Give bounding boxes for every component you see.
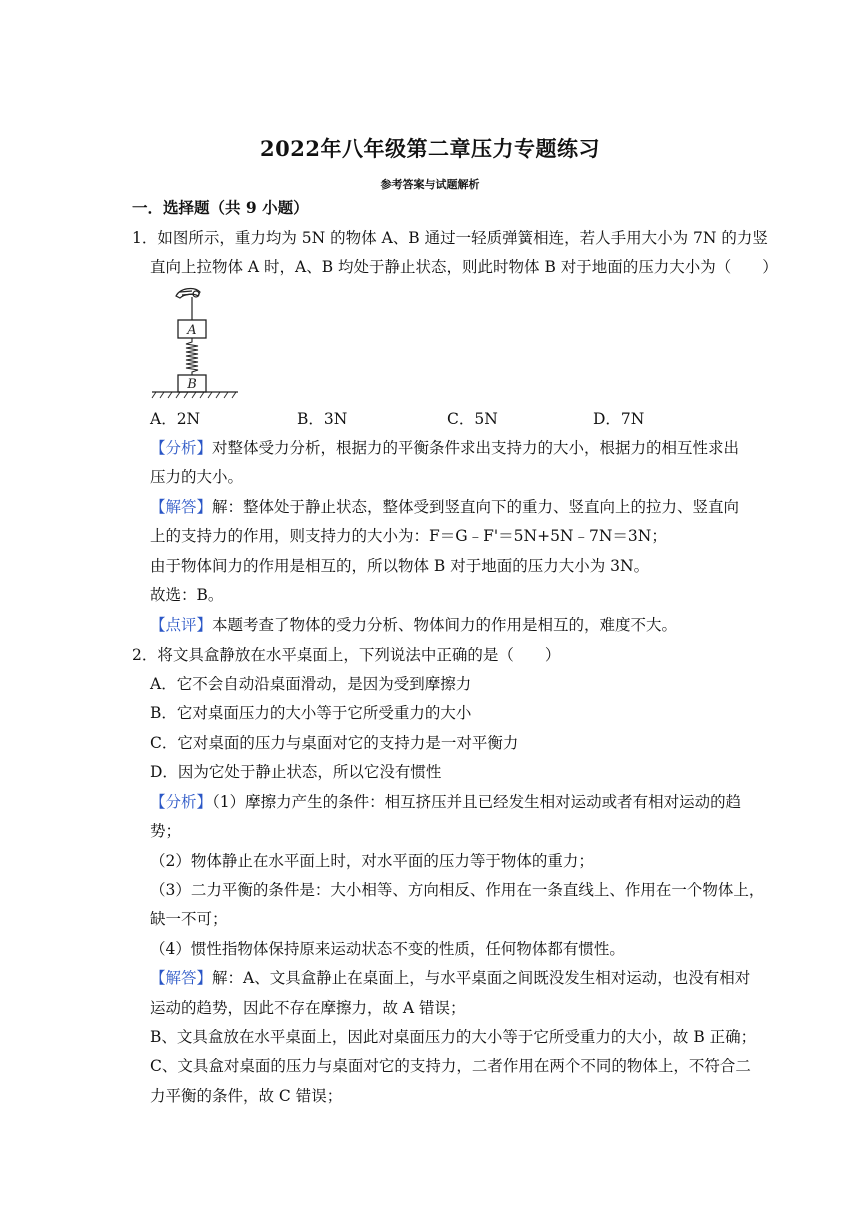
q1-stem-line1: 1．如图所示，重力均为 5N 的物体 A、B 通过一轻质弹簧相连，若人手用大小为 7N 的力竖 xyxy=(132,229,768,247)
q1-option-b: B．3N xyxy=(297,410,348,428)
page-title: 2022年八年级第二章压力专题练习 xyxy=(260,136,600,161)
block-b-label: B xyxy=(187,377,197,392)
page-subtitle: 参考答案与试题解析 xyxy=(380,178,480,191)
q2-analysis-line2: 势； xyxy=(150,822,182,840)
block-a-label: A xyxy=(187,323,197,338)
q2-option-c: C．它对桌面的压力与桌面对它的支持力是一对平衡力 xyxy=(150,734,519,752)
q2-option-d: D．因为它处于静止状态，所以它没有惯性 xyxy=(150,763,442,781)
q2-analysis-tag: 【分析】 xyxy=(150,793,213,811)
q2-solution-line4: C、文具盒对桌面的压力与桌面对它的支持力，二者作用在两个不同的物体上，不符合二 xyxy=(150,1057,751,1075)
q2-solution-line5: 力平衡的条件，故 C 错误； xyxy=(150,1087,343,1105)
q1-comment-tag: 【点评】 xyxy=(150,616,213,634)
q2-analysis-line5: 缺一不可； xyxy=(150,910,228,928)
q2-solution-tag: 【解答】 xyxy=(150,969,213,987)
q1-solution-line4: 故选：B。 xyxy=(150,586,224,604)
hand-icon xyxy=(176,289,200,298)
q1-solution-line2: 上的支持力的作用，则支持力的大小为：F＝G﹣F'＝5N+5N﹣7N＝3N； xyxy=(150,527,667,545)
section-heading: 一．选择题（共 9 小题） xyxy=(132,198,309,217)
ground-hatch xyxy=(152,392,236,398)
q1-option-c: C．5N xyxy=(447,410,498,428)
q1-solution-tag: 【解答】 xyxy=(150,498,213,516)
q1-comment-line: 【点评】本题考查了物体的受力分析、物体间力的作用是相互的，难度不大。 xyxy=(150,616,678,634)
q1-analysis-line1: 【分析】对整体受力分析，根据力的平衡条件求出支持力的大小，根据力的相互性求出 xyxy=(150,439,740,457)
q1-solution-line1: 【解答】解：整体处于静止状态，整体受到竖直向下的重力、竖直向上的拉力、竖直向 xyxy=(150,498,740,516)
q1-option-d: D．7N xyxy=(593,410,645,428)
spring-figure xyxy=(150,282,240,400)
q2-solution-line1: 【解答】解：A、文具盒静止在桌面上，与水平桌面之间既没发生相对运动，也没有相对 xyxy=(150,969,751,987)
q1-solution-line3: 由于物体间力的作用是相互的，所以物体 B 对于地面的压力大小为 3N。 xyxy=(150,557,650,575)
spring xyxy=(186,338,198,375)
q2-analysis-line6: （4）惯性指物体保持原来运动状态不变的性质，任何物体都有惯性。 xyxy=(150,940,625,958)
q1-analysis-tag: 【分析】 xyxy=(150,439,213,457)
q2-solution-line2: 运动的趋势，因此不存在摩擦力，故 A 错误； xyxy=(150,999,466,1017)
q2-option-b: B．它对桌面压力的大小等于它所受重力的大小 xyxy=(150,704,472,722)
q1-analysis-line2: 压力的大小。 xyxy=(150,468,244,486)
q2-stem: 2．将文具盒静放在水平桌面上，下列说法中正确的是（ ） xyxy=(132,646,561,664)
q2-option-a: A．它不会自动沿桌面滑动，是因为受到摩擦力 xyxy=(150,675,472,693)
q2-analysis-line3: （2）物体静止在水平面上时，对水平面的压力等于物体的重力； xyxy=(150,852,594,870)
q2-analysis-line1: 【分析】（1）摩擦力产生的条件：相互挤压并且已经发生相对运动或者有相对运动的趋 xyxy=(150,793,742,811)
q1-stem-line2: 直向上拉物体 A 时，A、B 均处于静止状态，则此时物体 B 对于地面的压力大小为（ ） xyxy=(150,258,778,276)
q2-analysis-line4: （3）二力平衡的条件是：大小相等、方向相反、作用在一条直线上、作用在一个物体上， xyxy=(150,881,765,899)
q2-solution-line3: B、文具盒放在水平桌面上，因此对桌面压力的大小等于它所受重力的大小，故 B 正确； xyxy=(150,1028,757,1046)
q1-option-a: A．2N xyxy=(150,410,201,428)
